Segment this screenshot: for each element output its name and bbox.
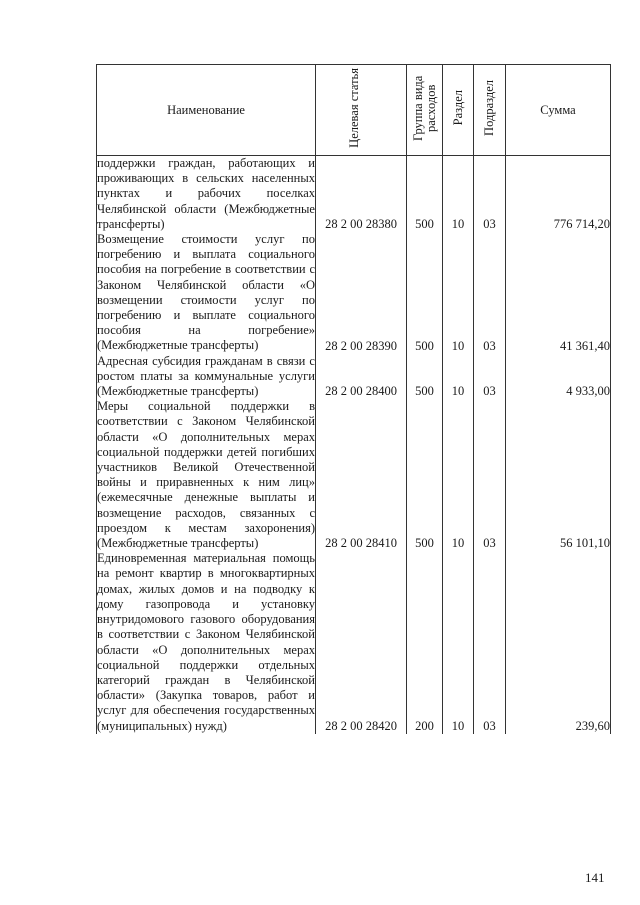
subsection-cell: 03 [474, 399, 506, 551]
header-section: Раздел [443, 65, 474, 156]
target-article-cell: 28 2 00 28390 [316, 232, 407, 354]
expense-group-cell: 500 [407, 399, 443, 551]
target-article-cell: 28 2 00 28420 [316, 551, 407, 733]
amount-cell: 4 933,00 [506, 354, 611, 400]
expense-group-cell: 200 [407, 551, 443, 733]
section-cell: 10 [443, 232, 474, 354]
header-expense-group: Группа вида расходов [407, 65, 443, 156]
table-header-row [97, 65, 611, 156]
row-name-cell: Возмещение стоимости услуг по погребению и выплата социального пособия на погребение в соответствии с Законом Челябинской области «О возмещении стоимости услуг по погребению и выплате социального пособия на погребение» (Межбюджетные трансферты) [97, 232, 315, 353]
table-row [97, 551, 611, 733]
amount-cell: 776 714,20 [506, 156, 611, 233]
row-name-cell: поддержки граждан, работающих и проживающих в сельских населенных пунктах и рабочих поселках Челябинской области (Межбюджетные трансферты) [97, 156, 315, 231]
expense-group-cell: 500 [407, 156, 443, 233]
header-subsection: Подраздел [474, 65, 506, 156]
target-article-cell: 28 2 00 28400 [316, 354, 407, 400]
table-row [97, 399, 611, 551]
subsection-cell: 03 [474, 232, 506, 354]
expense-group-cell: 500 [407, 354, 443, 400]
row-name-cell: Адресная субсидия гражданам в связи с ростом платы за коммунальные услуги (Межбюджетные трансферты) [97, 353, 315, 399]
row-name-cell: Меры социальной поддержки в соответствии с Законом Челябинской области «О дополнительных мерах социальной поддержки детей погибших участников Великой Отечественной войны и приравненных к ним лиц» (ежемесячные денежные выплаты и возмещение расходов, связанных с проездом к местам захоронения) (Межбюджетные трансферты) [97, 399, 315, 551]
subsection-cell: 03 [474, 551, 506, 733]
page-number: 141 [585, 870, 605, 885]
section-cell: 10 [443, 354, 474, 400]
subsection-cell: 03 [474, 156, 506, 233]
amount-cell: 239,60 [506, 551, 611, 733]
header-name: Наименование [97, 65, 316, 156]
expense-group-cell: 500 [407, 232, 443, 354]
target-article-cell: 28 2 00 28380 [316, 156, 407, 233]
section-cell: 10 [443, 156, 474, 233]
section-cell: 10 [443, 399, 474, 551]
target-article-cell: 28 2 00 28410 [316, 399, 407, 551]
header-target-article: Целевая статья [316, 65, 407, 156]
row-name-cell: Единовременная материальная помощь на ремонт квартир в многоквартирных домах, жилых домов и на подводку к дому газопровода и установку внутридомового газового оборудования в соответствии с Законом Челябинской области «О дополнительных мерах социальной поддержки отдельных категорий граждан в Челябинской области» (Закупка товаров, работ и услуг для обеспечения государственных (муниципальных) нужд) [97, 551, 315, 733]
table-row [97, 354, 611, 400]
header-amount: Сумма [506, 65, 611, 156]
budget-table [96, 64, 611, 734]
amount-cell: 41 361,40 [506, 232, 611, 354]
section-cell: 10 [443, 551, 474, 733]
subsection-cell: 03 [474, 354, 506, 400]
table-row [97, 156, 611, 233]
amount-cell: 56 101,10 [506, 399, 611, 551]
table-row [97, 232, 611, 354]
